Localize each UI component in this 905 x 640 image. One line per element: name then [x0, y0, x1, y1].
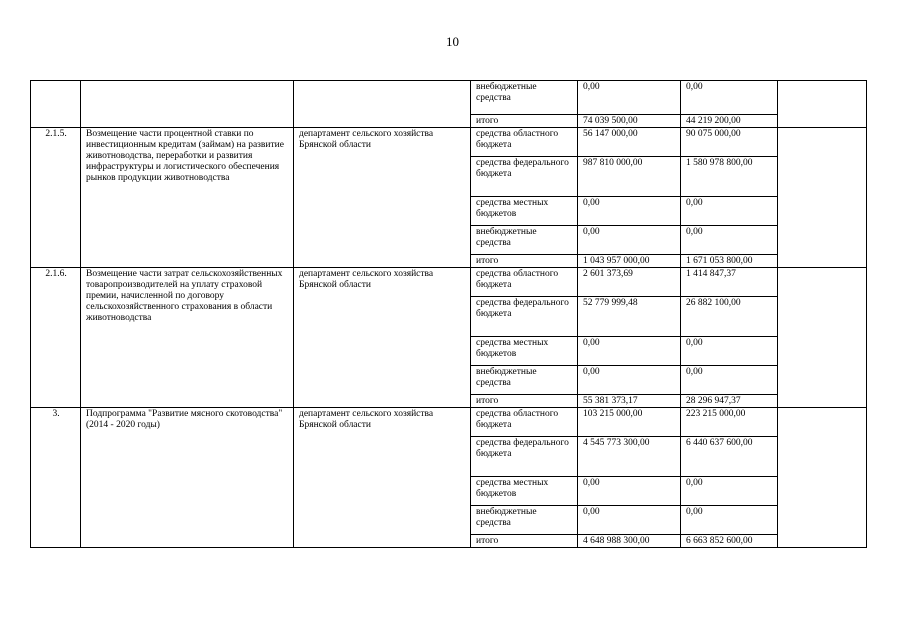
- amount-cell: 0,00: [578, 477, 681, 506]
- executor-name: департамент сельского хозяйства Брянской области: [294, 268, 471, 408]
- amount-cell: 0,00: [681, 226, 778, 255]
- table-row: [31, 408, 867, 437]
- row-number: 2.1.6.: [31, 268, 81, 408]
- source-label: итого: [471, 255, 578, 268]
- amount-cell: 4 545 773 300,00: [578, 437, 681, 477]
- amount-cell: 90 075 000,00: [681, 128, 778, 157]
- num-cell: [31, 81, 81, 128]
- measure-name: Подпрограмма "Развитие мясного скотоводства" (2014 - 2020 годы): [81, 408, 294, 548]
- amount-cell: 55 381 373,17: [578, 395, 681, 408]
- amount-cell: 987 810 000,00: [578, 157, 681, 197]
- empty-cell: [778, 128, 867, 268]
- amount-cell: 0,00: [578, 226, 681, 255]
- amount-cell: 4 648 988 300,00: [578, 535, 681, 548]
- source-label: средства местных бюджетов: [471, 197, 578, 226]
- amount-cell: 0,00: [681, 366, 778, 395]
- amount-cell: 1 043 957 000,00: [578, 255, 681, 268]
- amount-cell: 0,00: [578, 337, 681, 366]
- amount-cell: 1 414 847,37: [681, 268, 778, 297]
- source-label: итого: [471, 115, 578, 128]
- amount-cell: 0,00: [681, 477, 778, 506]
- amount-cell: 44 219 200,00: [681, 115, 778, 128]
- source-label: внебюджетные средства: [471, 506, 578, 535]
- source-label: средства областного бюджета: [471, 128, 578, 157]
- amount-cell: 0,00: [681, 197, 778, 226]
- source-label: итого: [471, 395, 578, 408]
- table-row: [31, 268, 867, 297]
- amount-cell: 74 039 500,00: [578, 115, 681, 128]
- page-number: 10: [446, 34, 459, 49]
- row-number: 2.1.5.: [31, 128, 81, 268]
- amount-cell: 56 147 000,00: [578, 128, 681, 157]
- source-label: внебюджетные средства: [471, 81, 578, 115]
- amount-cell: 26 882 100,00: [681, 297, 778, 337]
- amount-cell: 2 601 373,69: [578, 268, 681, 297]
- measure-name: Возмещение части процентной ставки по инвестиционным кредитам (займам) на развитие животноводства, переработки и развития инфраструктуры и логистического обеспечения рынков продукции животноводства: [81, 128, 294, 268]
- source-label: внебюджетные средства: [471, 366, 578, 395]
- executor-cell: [294, 81, 471, 128]
- row-number: 3.: [31, 408, 81, 548]
- executor-name: департамент сельского хозяйства Брянской области: [294, 408, 471, 548]
- amount-cell: 0,00: [578, 506, 681, 535]
- source-label: средства областного бюджета: [471, 268, 578, 297]
- measure-name: Возмещение части затрат сельскохозяйственных товаропроизводителей на уплату страховой премии, начисленной по договору сельскохозяйственного страхования в области животноводства: [81, 268, 294, 408]
- source-label: итого: [471, 535, 578, 548]
- amount-cell: 6 663 852 600,00: [681, 535, 778, 548]
- amount-cell: 0,00: [578, 366, 681, 395]
- empty-cell: [778, 81, 867, 128]
- source-label: средства федерального бюджета: [471, 437, 578, 477]
- source-label: средства федерального бюджета: [471, 297, 578, 337]
- amount-cell: 1 580 978 800,00: [681, 157, 778, 197]
- source-label: средства местных бюджетов: [471, 337, 578, 366]
- source-label: внебюджетные средства: [471, 226, 578, 255]
- empty-cell: [778, 268, 867, 408]
- amount-cell: 0,00: [578, 197, 681, 226]
- amount-cell: 0,00: [681, 81, 778, 115]
- amount-cell: 0,00: [681, 337, 778, 366]
- amount-cell: 52 779 999,48: [578, 297, 681, 337]
- amount-cell: 6 440 637 600,00: [681, 437, 778, 477]
- source-label: средства местных бюджетов: [471, 477, 578, 506]
- source-label: средства федерального бюджета: [471, 157, 578, 197]
- empty-cell: [778, 408, 867, 548]
- table-row: [31, 128, 867, 157]
- amount-cell: 0,00: [578, 81, 681, 115]
- table-row: [31, 81, 867, 115]
- budget-table: [30, 80, 867, 548]
- source-label: средства областного бюджета: [471, 408, 578, 437]
- executor-name: департамент сельского хозяйства Брянской области: [294, 128, 471, 268]
- amount-cell: 223 215 000,00: [681, 408, 778, 437]
- amount-cell: 103 215 000,00: [578, 408, 681, 437]
- amount-cell: 28 296 947,37: [681, 395, 778, 408]
- amount-cell: 0,00: [681, 506, 778, 535]
- name-cell: [81, 81, 294, 128]
- amount-cell: 1 671 053 800,00: [681, 255, 778, 268]
